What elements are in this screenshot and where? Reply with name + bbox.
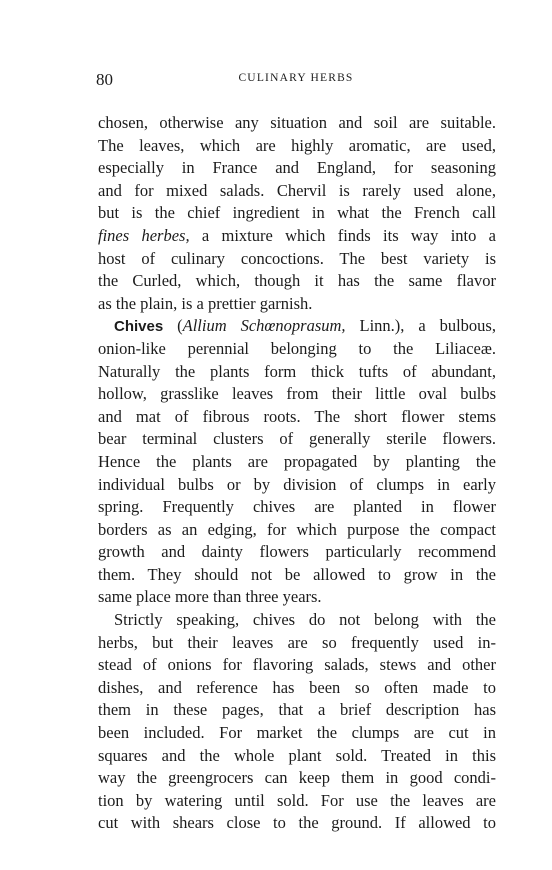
body-text xyxy=(98,112,496,835)
text-line: been included. For market the clumps are cut in xyxy=(98,723,496,743)
running-title: CULINARY HERBS xyxy=(238,72,354,84)
text-line: dishes, and reference has been so often made to xyxy=(98,677,496,697)
line-rest: a mixture which finds its way into a xyxy=(189,225,496,245)
text-line xyxy=(98,225,496,248)
text-line: individual bulbs or by division of clumps in early xyxy=(98,474,496,494)
text-line: Naturally the plants form thick tufts of abundant, xyxy=(98,361,496,381)
line-open: ( xyxy=(163,316,183,336)
text-line xyxy=(98,315,496,338)
page-number: 80 xyxy=(96,70,113,89)
text-line: onion-like perennial belonging to the Liliaceæ. xyxy=(98,338,496,358)
text-line: way the greengrocers can keep them in good condi- xyxy=(98,768,496,788)
text-line: and for mixed salads. Chervil is rarely used alone, xyxy=(98,180,496,200)
text-line: as the plain, is a prettier garnish. xyxy=(98,293,313,313)
text-line: and mat of fibrous roots. The short flower stems xyxy=(98,406,496,426)
text-line: cut with shears close to the ground. If allowed to xyxy=(98,813,496,833)
text-line: The leaves, which are highly aromatic, are used, xyxy=(98,135,496,155)
text-line: hollow, grasslike leaves from their little oval bulbs xyxy=(98,384,496,404)
entry-term: Chives xyxy=(114,318,164,336)
text-line: borders as an edging, for which purpose the compact xyxy=(98,519,496,539)
line-rest: Linn.), a bulbous, xyxy=(345,316,496,336)
text-line: especially in France and England, for seasoning xyxy=(98,158,496,178)
text-line: herbs, but their leaves are so frequently used in- xyxy=(98,632,496,652)
text-line: same place more than three years. xyxy=(98,587,322,607)
text-line: spring. Frequently chives are planted in flower xyxy=(98,497,496,517)
text-line: them in these pages, that a brief description has xyxy=(98,700,496,720)
italic-phrase: fines herbes, xyxy=(98,225,190,245)
text-line: them. They should not be allowed to grow in the xyxy=(98,564,496,584)
text-line: bear terminal clusters of generally sterile flowers. xyxy=(98,429,496,449)
text-line: stead of onions for flavoring salads, stews and other xyxy=(98,655,496,675)
running-head xyxy=(96,70,496,90)
text-line: chosen, otherwise any situation and soil are suitable. xyxy=(98,113,496,132)
text-line: tion by watering until sold. For use the leaves are xyxy=(98,790,496,810)
text-line: the Curled, which, though it has the same flavor xyxy=(98,271,496,291)
text-line: growth and dainty flowers particularly recommend xyxy=(98,542,496,562)
text-line: squares and the whole plant sold. Treated in this xyxy=(98,745,496,765)
text-line: Strictly speaking, chives do not belong with the xyxy=(114,610,496,630)
latin-name: Allium Schœnoprasum, xyxy=(182,316,346,336)
text-line: Hence the plants are propagated by planting the xyxy=(98,451,496,471)
text-line: host of culinary concoctions. The best variety is xyxy=(98,248,496,268)
text-line: but is the chief ingredient in what the French call xyxy=(98,203,496,223)
